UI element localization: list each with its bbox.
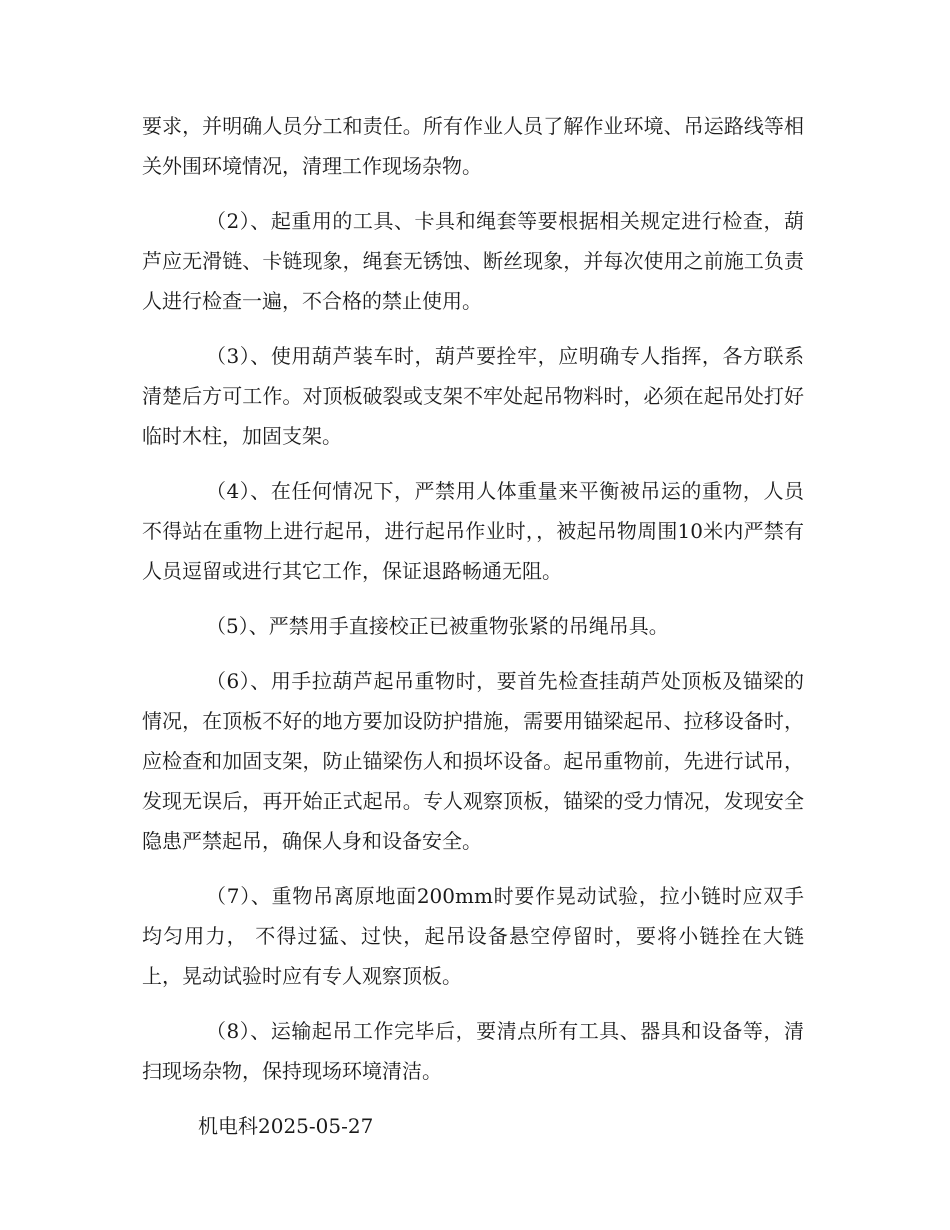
- paragraph-item-3: （3）、使用葫芦装车时，葫芦要拴牢，应明确专人指挥，各方联系清楚后方可工作。对顶板破裂或支架不牢处起吊物料时，必须在起吊处打好临时木柱，加固支架。: [142, 344, 804, 448]
- document-body: [142, 106, 804, 1146]
- paragraph-item-4: （4）、在任何情况下，严禁用人体重量来平衡被吊运的重物，人员不得站在重物上进行起吊，进行起吊作业时，，被起吊物周围10米内严禁有人员逗留或进行其它工作，保证退路畅通无阻。: [142, 479, 804, 583]
- paragraph-item-7: （7）、重物吊离原地面200mm时要作晃动试验，拉小链时应双手均匀用力， 不得过猛、过快，起吊设备悬空停留时，要将小链拴在大链上，晃动试验时应有专人观察顶板。: [142, 884, 804, 988]
- paragraph-item-6: （6）、用手拉葫芦起吊重物时，要首先检查挂葫芦处顶板及锚梁的情况，在顶板不好的地方要加设防护措施，需要用锚梁起吊、拉移设备时，应检查和加固支架，防止锚梁伤人和损坏设备。起吊重物前，先进行试吊，发现无误后，再开始正式起吊。专人观察顶板，锚梁的受力情况，发现安全隐患严禁起吊，确保人身和设备安全。: [142, 669, 804, 853]
- paragraph-item-2: （2）、起重用的工具、卡具和绳套等要根据相关规定进行检查，葫芦应无滑链、卡链现象，绳套无锈蚀、断丝现象，并每次使用之前施工负责人进行检查一遍，不合格的禁止使用。: [142, 209, 804, 313]
- signature-date: 机电科2025-05-27: [198, 1114, 374, 1138]
- paragraph-intro-continued: 要求，并明确人员分工和责任。所有作业人员了解作业环境、吊运路线等相关外围环境情况，清理工作现场杂物。: [142, 114, 804, 178]
- paragraph-item-5: （5）、严禁用手直接校正已被重物张紧的吊绳吊具。: [206, 614, 669, 638]
- paragraph-item-8: （8）、运输起吊工作完毕后，要清点所有工具、器具和设备等，清扫现场杂物，保持现场环境清洁。: [142, 1019, 804, 1083]
